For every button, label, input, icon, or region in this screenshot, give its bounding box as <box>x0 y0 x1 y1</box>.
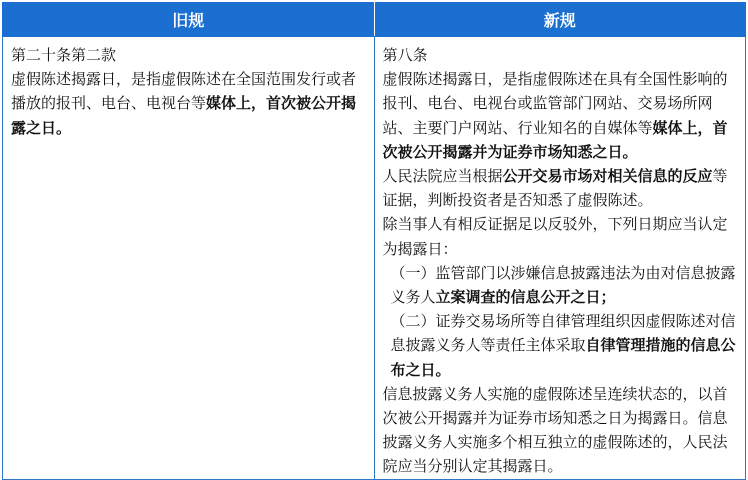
new-definition-text: 虚假陈述揭露日，是指虚假陈述在具有全国性影响的报刊、电台、电视台或监管部门网站、交易场所网站、主要门户网站、行业知名的自媒体等 <box>382 70 728 137</box>
court-judgment-emphasis: 公开交易市场对相关信息的反应 <box>502 167 713 186</box>
new-definition-emphasis: 媒体上，首次被公开揭露并为证券市场知悉之日。 <box>382 118 728 161</box>
old-rule-cell <box>3 37 375 480</box>
table-header-row <box>3 3 746 37</box>
court-judgment-paragraph <box>383 164 740 212</box>
old-definition-text: 虚假陈述揭露日，是指虚假陈述在全国范围发行或者播放的报刊、电台、电视台等 <box>11 70 357 113</box>
new-definition-paragraph <box>383 67 740 164</box>
comparison-table-wrapper <box>2 2 746 476</box>
new-article-number: 第八条 <box>382 46 428 64</box>
list-item-1 <box>383 261 740 309</box>
list-item-1-emphasis: 立案调查的信息公开之日； <box>435 288 616 307</box>
court-judgment-text-start: 人民法院应当根据 <box>382 167 503 186</box>
new-rule-cell <box>374 37 746 480</box>
old-article-number: 第二十条第二款 <box>11 46 117 64</box>
list-item-2-text: （二）证券交易场所等自律管理组织因虚假陈述对信息披露义务人等责任主体采取 <box>390 312 736 355</box>
list-item-1-text: （一）监管部门以涉嫌信息披露违法为由对信息披露义务人 <box>390 263 736 307</box>
rule-comparison-table <box>2 2 746 480</box>
list-item-2-emphasis: 自律管理措施的信息公布之日。 <box>390 336 736 379</box>
court-judgment-text-end: 等证据，判断投资者是否知悉了虚假陈述。 <box>382 167 728 210</box>
new-rule-header: 新规 <box>374 3 746 37</box>
old-rule-header: 旧规 <box>3 3 375 37</box>
continuous-statement-paragraph: 信息披露义务人实施的虚假陈述呈连续状态的，以首次被公开揭露并为证券市场知悉之日为揭露日。信息披露义务人实施多个相互独立的虚假陈述的，人民法院应当分别认定其揭露日。 <box>382 384 728 476</box>
exception-paragraph: 除当事人有相反证据足以反驳外，下列日期应当认定为揭露日： <box>382 215 728 258</box>
list-item-2 <box>383 309 740 382</box>
table-body-row <box>3 37 746 480</box>
old-definition-emphasis: 媒体上，首次被公开揭露之日。 <box>11 94 357 137</box>
